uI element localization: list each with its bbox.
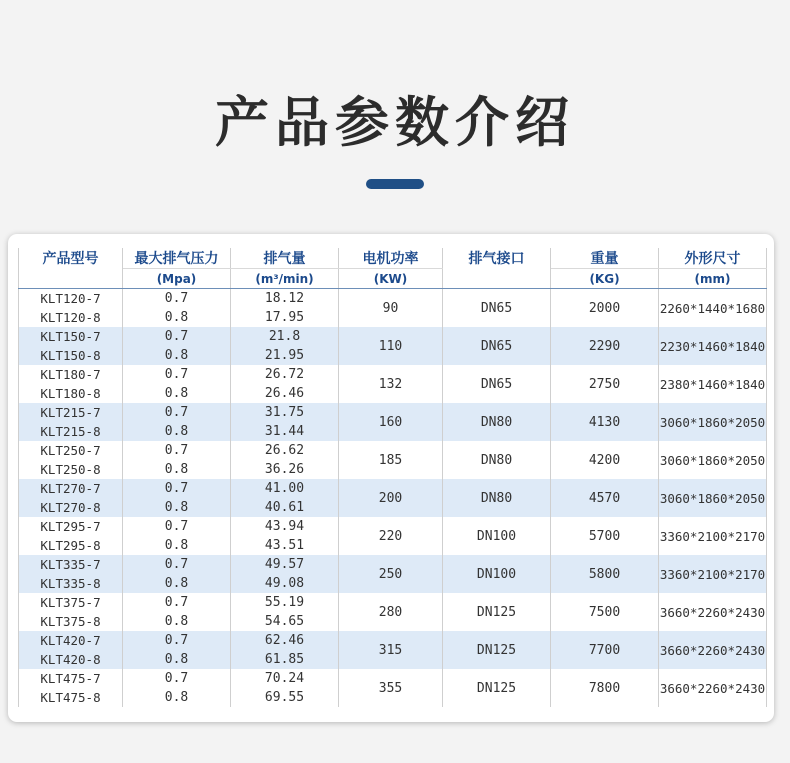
model-cell: KLT295-7: [19, 517, 123, 536]
port-cell: DN125: [443, 593, 551, 631]
model-cell: KLT180-8: [19, 384, 123, 403]
header-flow-unit: (m³/min): [231, 269, 339, 289]
model-cell: KLT475-7: [19, 669, 123, 688]
model-cell: KLT270-8: [19, 498, 123, 517]
header-pressure: 最大排气压力: [123, 248, 231, 269]
model-cell: KLT250-8: [19, 460, 123, 479]
weight-cell: 5800: [551, 555, 659, 593]
power-cell: 315: [339, 631, 443, 669]
model-cell: KLT120-7: [19, 289, 123, 309]
table-row: [19, 441, 767, 460]
table-group: [19, 517, 767, 555]
model-cell: KLT120-8: [19, 308, 123, 327]
page-title: 产品参数介绍: [215, 91, 575, 154]
spec-table: [18, 248, 767, 707]
pressure-cell: 0.8: [123, 498, 231, 517]
power-cell: 220: [339, 517, 443, 555]
header-model: 产品型号: [19, 248, 123, 289]
flow-cell: 69.55: [231, 688, 339, 707]
flow-cell: 55.19: [231, 593, 339, 612]
flow-cell: 21.95: [231, 346, 339, 365]
pressure-cell: 0.8: [123, 346, 231, 365]
model-cell: KLT375-8: [19, 612, 123, 631]
pressure-cell: 0.8: [123, 688, 231, 707]
flow-cell: 18.12: [231, 289, 339, 309]
flow-cell: 26.62: [231, 441, 339, 460]
table-row: [19, 631, 767, 650]
table-row: [19, 289, 767, 309]
header-flow: 排气量: [231, 248, 339, 269]
size-cell: 3060*1860*2050: [659, 479, 767, 517]
model-cell: KLT475-8: [19, 688, 123, 707]
flow-cell: 40.61: [231, 498, 339, 517]
table-group: [19, 479, 767, 517]
table-row: [19, 327, 767, 346]
port-cell: DN80: [443, 479, 551, 517]
flow-cell: 49.08: [231, 574, 339, 593]
weight-cell: 4130: [551, 403, 659, 441]
size-cell: 3660*2260*2430: [659, 669, 767, 707]
flow-cell: 26.46: [231, 384, 339, 403]
table-row: [19, 517, 767, 536]
flow-cell: 61.85: [231, 650, 339, 669]
table-group: [19, 365, 767, 403]
header-power-unit: (KW): [339, 269, 443, 289]
port-cell: DN65: [443, 289, 551, 328]
flow-cell: 21.8: [231, 327, 339, 346]
flow-cell: 17.95: [231, 308, 339, 327]
model-cell: KLT335-8: [19, 574, 123, 593]
port-cell: DN100: [443, 555, 551, 593]
weight-cell: 2290: [551, 327, 659, 365]
title-underline: [366, 179, 424, 189]
power-cell: 250: [339, 555, 443, 593]
table-group: [19, 631, 767, 669]
pressure-cell: 0.8: [123, 650, 231, 669]
model-cell: KLT420-8: [19, 650, 123, 669]
flow-cell: 31.44: [231, 422, 339, 441]
flow-cell: 54.65: [231, 612, 339, 631]
power-cell: 160: [339, 403, 443, 441]
size-cell: 2230*1460*1840: [659, 327, 767, 365]
flow-cell: 43.51: [231, 536, 339, 555]
power-cell: 355: [339, 669, 443, 707]
table-group: [19, 327, 767, 365]
model-cell: KLT295-8: [19, 536, 123, 555]
weight-cell: 2000: [551, 289, 659, 328]
size-cell: 3660*2260*2430: [659, 631, 767, 669]
pressure-cell: 0.8: [123, 422, 231, 441]
flow-cell: 36.26: [231, 460, 339, 479]
pressure-cell: 0.8: [123, 460, 231, 479]
pressure-cell: 0.7: [123, 669, 231, 688]
size-cell: 3360*2100*2170: [659, 555, 767, 593]
size-cell: 2380*1460*1840: [659, 365, 767, 403]
pressure-cell: 0.8: [123, 612, 231, 631]
table-group: [19, 555, 767, 593]
flow-cell: 41.00: [231, 479, 339, 498]
pressure-cell: 0.7: [123, 365, 231, 384]
power-cell: 200: [339, 479, 443, 517]
power-cell: 132: [339, 365, 443, 403]
flow-cell: 70.24: [231, 669, 339, 688]
model-cell: KLT215-8: [19, 422, 123, 441]
weight-cell: 7800: [551, 669, 659, 707]
table-group: [19, 289, 767, 328]
port-cell: DN125: [443, 669, 551, 707]
power-cell: 185: [339, 441, 443, 479]
pressure-cell: 0.7: [123, 403, 231, 422]
pressure-cell: 0.7: [123, 479, 231, 498]
header-power: 电机功率: [339, 248, 443, 269]
port-cell: DN100: [443, 517, 551, 555]
port-cell: DN80: [443, 441, 551, 479]
model-cell: KLT180-7: [19, 365, 123, 384]
pressure-cell: 0.7: [123, 555, 231, 574]
pressure-cell: 0.7: [123, 593, 231, 612]
flow-cell: 43.94: [231, 517, 339, 536]
model-cell: KLT150-7: [19, 327, 123, 346]
port-cell: DN65: [443, 365, 551, 403]
table-row: [19, 365, 767, 384]
header-size-unit: (mm): [659, 269, 767, 289]
model-cell: KLT270-7: [19, 479, 123, 498]
model-cell: KLT335-7: [19, 555, 123, 574]
size-cell: 3060*1860*2050: [659, 403, 767, 441]
table-row: [19, 479, 767, 498]
power-cell: 280: [339, 593, 443, 631]
pressure-cell: 0.8: [123, 536, 231, 555]
weight-cell: 5700: [551, 517, 659, 555]
weight-cell: 2750: [551, 365, 659, 403]
port-cell: DN65: [443, 327, 551, 365]
table-group: [19, 441, 767, 479]
table-group: [19, 669, 767, 707]
table-row: [19, 403, 767, 422]
power-cell: 110: [339, 327, 443, 365]
model-cell: KLT375-7: [19, 593, 123, 612]
port-cell: DN125: [443, 631, 551, 669]
table-row: [19, 593, 767, 612]
pressure-cell: 0.7: [123, 289, 231, 309]
pressure-cell: 0.7: [123, 631, 231, 650]
flow-cell: 62.46: [231, 631, 339, 650]
header-size: 外形尺寸: [659, 248, 767, 269]
header-port: 排气接口: [443, 248, 551, 289]
table-group: [19, 593, 767, 631]
header-pressure-unit: (Mpa): [123, 269, 231, 289]
size-cell: 3660*2260*2430: [659, 593, 767, 631]
weight-cell: 7500: [551, 593, 659, 631]
table-row: [19, 669, 767, 688]
flow-cell: 49.57: [231, 555, 339, 574]
size-cell: 2260*1440*1680: [659, 289, 767, 328]
size-cell: 3060*1860*2050: [659, 441, 767, 479]
flow-cell: 26.72: [231, 365, 339, 384]
header-weight-unit: (KG): [551, 269, 659, 289]
port-cell: DN80: [443, 403, 551, 441]
model-cell: KLT250-7: [19, 441, 123, 460]
flow-cell: 31.75: [231, 403, 339, 422]
model-cell: KLT420-7: [19, 631, 123, 650]
pressure-cell: 0.8: [123, 384, 231, 403]
weight-cell: 4570: [551, 479, 659, 517]
pressure-cell: 0.7: [123, 517, 231, 536]
size-cell: 3360*2100*2170: [659, 517, 767, 555]
table-group: [19, 403, 767, 441]
table-row: [19, 555, 767, 574]
pressure-cell: 0.8: [123, 574, 231, 593]
weight-cell: 4200: [551, 441, 659, 479]
power-cell: 90: [339, 289, 443, 328]
pressure-cell: 0.7: [123, 441, 231, 460]
pressure-cell: 0.7: [123, 327, 231, 346]
pressure-cell: 0.8: [123, 308, 231, 327]
model-cell: KLT215-7: [19, 403, 123, 422]
model-cell: KLT150-8: [19, 346, 123, 365]
weight-cell: 7700: [551, 631, 659, 669]
header-weight: 重量: [551, 248, 659, 269]
